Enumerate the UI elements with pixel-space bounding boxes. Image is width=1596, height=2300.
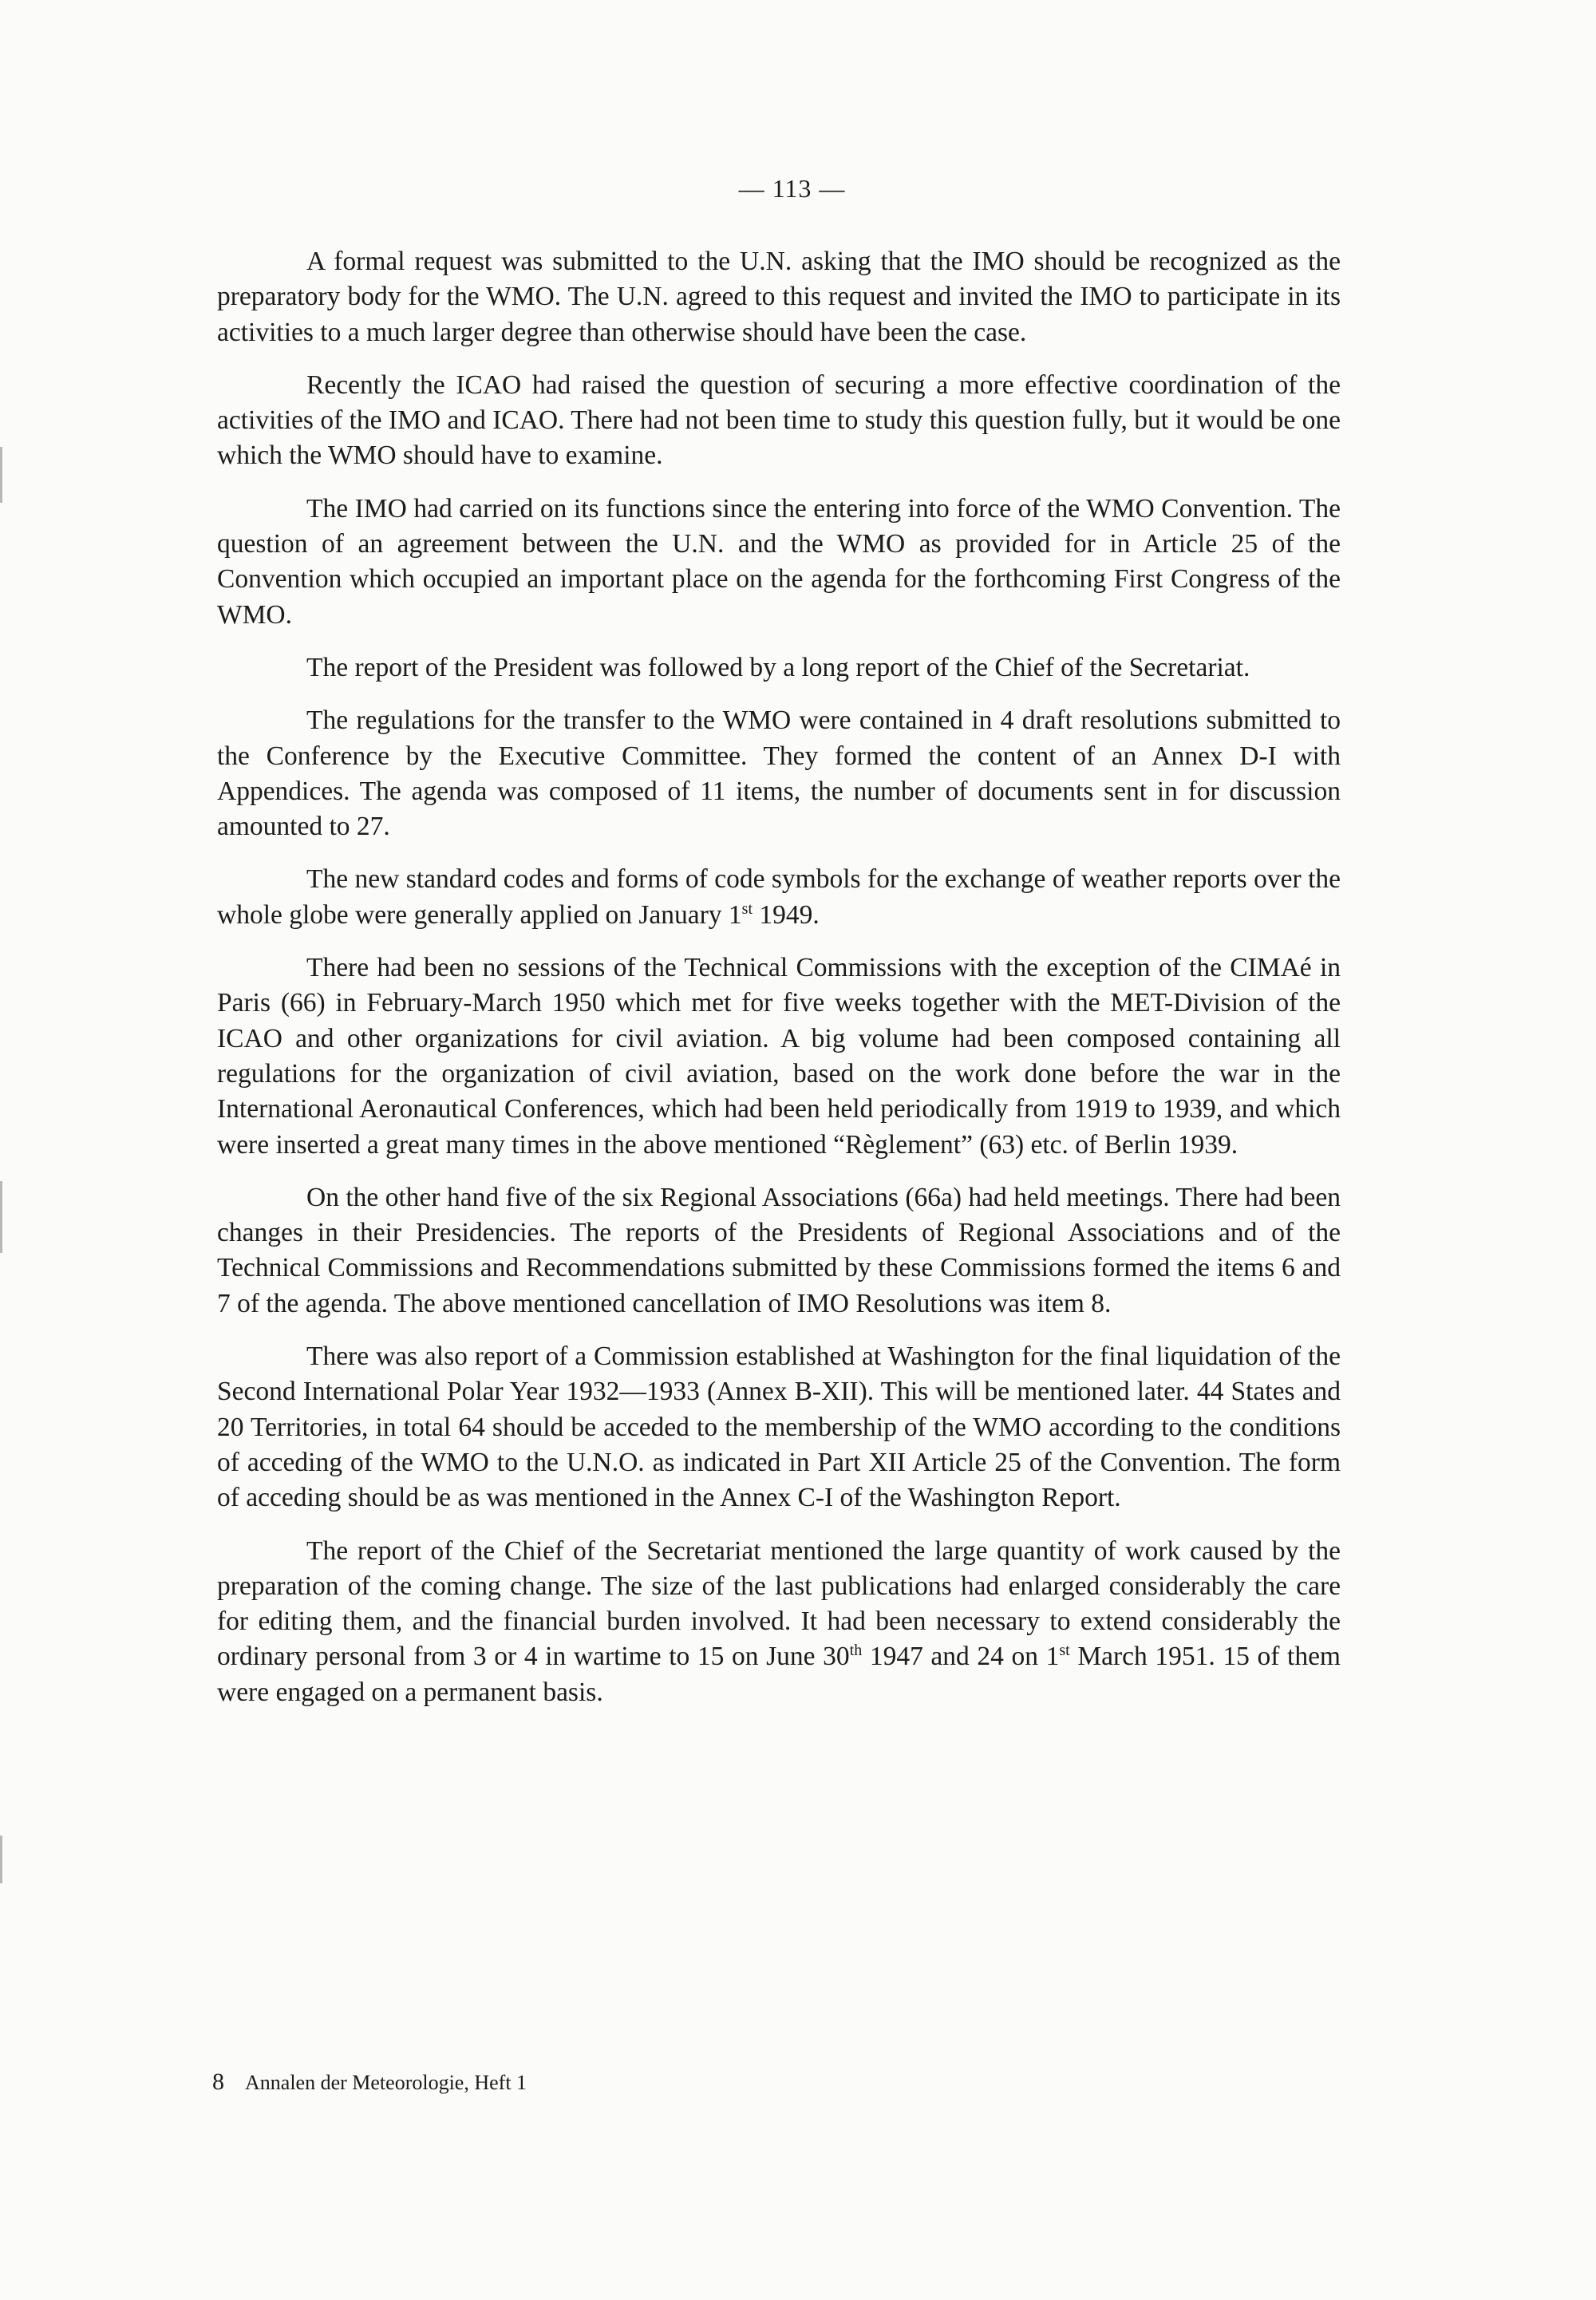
- ordinal-superscript: st: [741, 899, 753, 918]
- scan-edge-mark: [0, 1181, 2, 1253]
- paragraph-6-text: The new standard codes and forms of code symbols for the exchange of weather reports over the whole globe were generally applied on January 1: [217, 864, 1341, 930]
- paragraph-7: There had been no sessions of the Technical Commissions with the exception of the CIMAé in Paris (66) in February-March 1950 which met for five weeks together with the MET-Division of the ICAO and other organizations for civil aviation. A big volume had been composed containing all regulations for the organization of civil aviation, based on the work done before the war in the International Aeronautical Conferences, which had been held periodically from 1919 to 1939, and which were inserted a great many times in the above mentioned “Règlement” (63) etc. of Berlin 1939.: [217, 953, 1341, 1160]
- paragraph-6: [217, 862, 1341, 933]
- paragraph-10-text-end: March 1951. 15 of them were engaged on a permanent basis.: [217, 1642, 1341, 1707]
- paragraph-4: The report of the President was followed by a long report of the Chief of the Secretariat.: [306, 652, 1250, 682]
- paragraph-10-text: The report of the Chief of the Secretariat mentioned the large quantity of work caused by the preparation of the coming change. The size of the last publications had enlarged considerably the care for editing them, and the financial burden involved. It had been necessary to extend considerably the ordinary personal from 3 or 4 in wartime to 15 on June 30: [217, 1535, 1341, 1672]
- body-text: [217, 244, 1341, 1728]
- ordinal-superscript: st: [1059, 1642, 1070, 1660]
- paragraph-5: The regulations for the transfer to the WMO were contained in 4 draft resolutions submitted to the Conference by the Executive Committee. They formed the content of an Annex D-I with Appendices. The agenda was composed of 11 items, the number of documents sent in for discussion amounted to 27.: [217, 705, 1341, 842]
- paragraph-2: Recently the ICAO had raised the question of securing a more effective coordination of the activities of the IMO and ICAO. There had not been time to study this question fully, but it would be one which the WMO should have to examine.: [217, 370, 1341, 471]
- signature-mark: 8: [212, 2069, 224, 2095]
- scan-edge-mark: [0, 1836, 2, 1883]
- scan-edge-mark: [0, 447, 2, 503]
- paragraph-10: [217, 1534, 1341, 1710]
- paragraph-9: There was also report of a Commission established at Washington for the final liquidation of the Second International Polar Year 1932—1933 (Annex B-XII). This will be mentioned later. 44 States and 20 Territories, in total 64 should be acceded to the membership of the WMO according to the conditions of acceding of the WMO to the U.N.O. as indicated in Part XII Article 25 of the Convention. The form of acceding should be as was mentioned in the Annex C-I of the Washington Report.: [217, 1342, 1341, 1513]
- page-number: — 113 —: [738, 174, 846, 203]
- paragraph-3: The IMO had carried on its functions since the entering into force of the WMO Convention. The question of an agreement between the U.N. and the WMO as provided for in Article 25 of the Convention which occupied an important place on the agenda for the forthcoming First Congress of the WMO.: [217, 493, 1341, 630]
- paragraph-8: On the other hand five of the six Regional Associations (66a) had held meetings. There had been changes in their Presidencies. The reports of the Presidents of Regional Associations and of the Technical Commissions and Recommendations submitted by these Commissions formed the items 6 and 7 of the agenda. The above mentioned cancellation of IMO Resolutions was item 8.: [217, 1182, 1341, 1318]
- page-footer: [212, 2069, 527, 2096]
- paragraph-6-text-end: 1949.: [753, 899, 820, 930]
- paragraph-1: A formal request was submitted to the U.N. asking that the IMO should be recognized as the preparatory body for the WMO. The U.N. agreed to this request and invited the IMO to participate in its activities to a much larger degree than otherwise should have been the case.: [217, 247, 1341, 347]
- ordinal-superscript: th: [849, 1642, 863, 1660]
- paragraph-10-text-mid: 1947 and 24 on 1: [862, 1642, 1060, 1672]
- publication-title: Annalen der Meteorologie, Heft 1: [245, 2071, 527, 2094]
